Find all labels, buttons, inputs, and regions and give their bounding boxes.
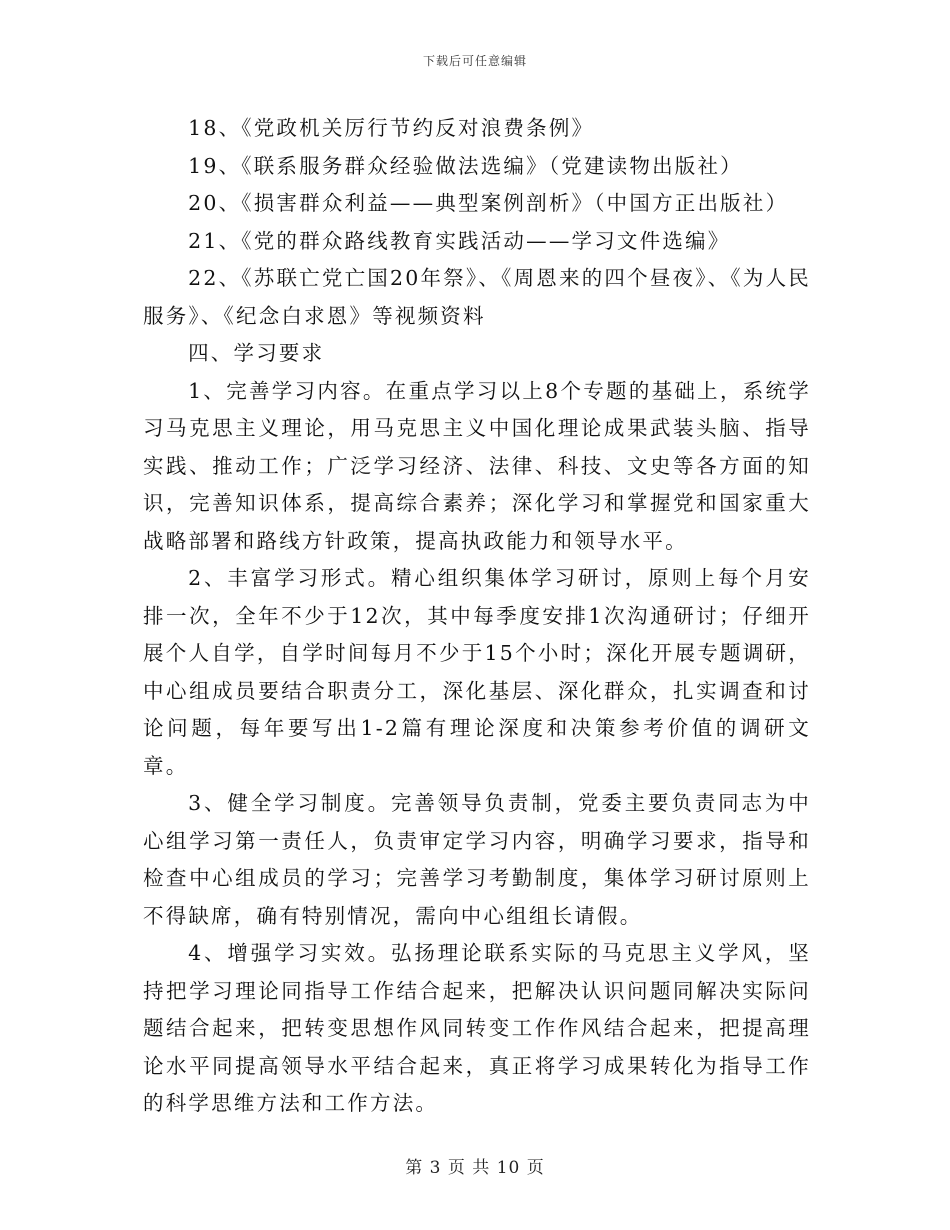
reading-item-22: 22、《苏联亡党亡国20年祭》、《周恩来的四个昼夜》、《为人民服务》、《纪念白求恩》等视频资料	[143, 266, 811, 328]
header-note: 下载后可任意编辑	[422, 54, 527, 68]
reading-item-21: 21、《党的群众路线教育实践活动——学习文件选编》	[188, 228, 731, 253]
section-heading: 四、学习要求	[188, 341, 325, 365]
page-indicator: 第 3 页 共 10 页	[405, 1158, 545, 1178]
requirement-paragraph-4: 4、增强学习实效。弘扬理论联系实际的马克思主义学风，坚持把学习理论同指导工作结合起来，把解决认识问题同解决实际问题结合起来，把转变思想作风同转变工作作风结合起来，把提高理论水平同提高领导水平结合起来，真正将学习成果转化为指导工作的科学思维方法和工作方法。	[143, 941, 811, 1115]
reading-item-19: 19、《联系服务群众经验做法选编》（党建读物出版社）	[188, 153, 743, 178]
reading-item-18: 18、《党政机关厉行节约反对浪费条例》	[188, 116, 595, 140]
document-body	[143, 110, 811, 1123]
requirement-paragraph-3: 3、健全学习制度。完善领导负责制，党委主要负责同志为中心组学习第一责任人，负责审定学习内容，明确学习要求，指导和检查中心组成员的学习；完善学习考勤制度，集体学习研讨原则上不得缺席，确有特别情况，需向中心组组长请假。	[143, 791, 811, 928]
reading-item-20: 20、《损害群众利益——典型案例剖析》（中国方正出版社）	[188, 191, 789, 215]
requirement-paragraph-1: 1、完善学习内容。在重点学习以上8个专题的基础上，系统学习马克思主义理论，用马克思主义中国化理论成果武装头脑、指导实践、推动工作；广泛学习经济、法律、科技、文史等各方面的知识，完善知识体系，提高综合素养；深化学习和掌握党和国家重大战略部署和路线方针政策，提高执政能力和领导水平。	[143, 378, 811, 553]
requirement-paragraph-2: 2、丰富学习形式。精心组织集体学习研讨，原则上每个月安排一次，全年不少于12次，其中每季度安排1次沟通研讨；仔细开展个人自学，自学时间每月不少于15个小时；深化开展专题调研，中心组成员要结合职责分工，深化基层、深化群众，扎实调查和讨论问题，每年要写出1-2篇有理论深度和决策参考价值的调研文章。	[143, 566, 811, 778]
